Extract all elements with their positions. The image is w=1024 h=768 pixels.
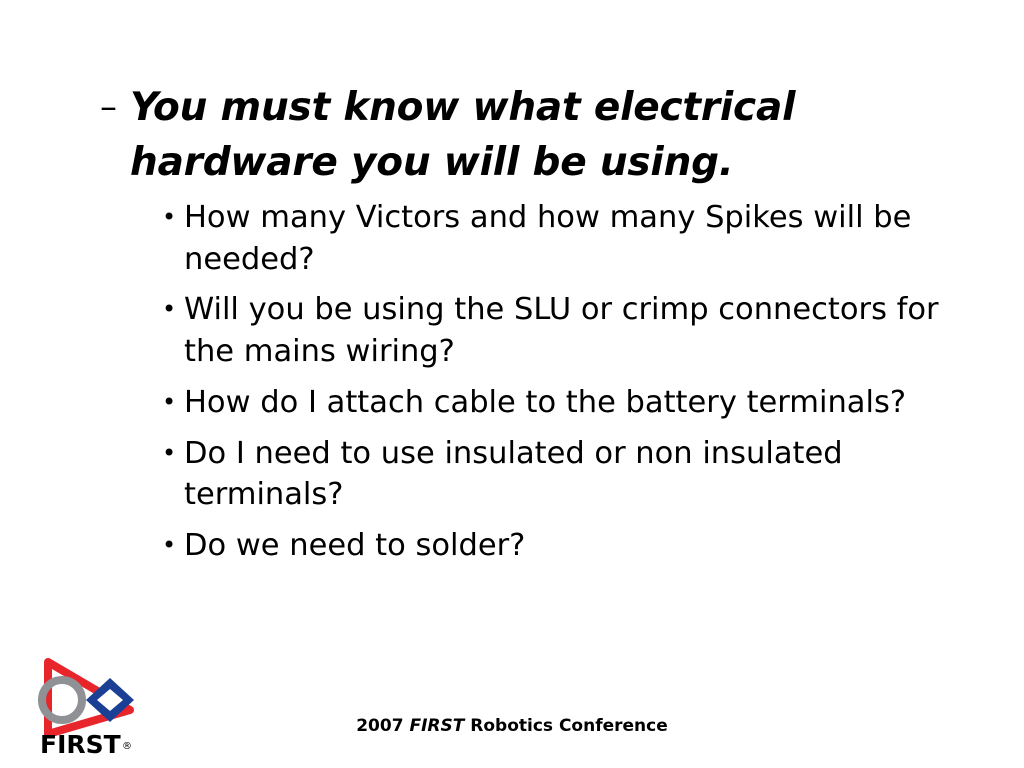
list-item bbox=[100, 197, 980, 281]
footer-brand: FIRST bbox=[409, 716, 465, 736]
bullet-marker-icon: • bbox=[162, 202, 177, 231]
list-item bbox=[100, 382, 980, 424]
bullet-level1-text: You must know what electrical hardware you will be using. bbox=[130, 85, 796, 186]
footer-year: 2007 bbox=[356, 716, 404, 736]
list-item-text: Will you be using the SLU or crimp connectors for the mains wiring? bbox=[184, 292, 939, 370]
first-logo bbox=[18, 648, 144, 760]
list-item-text: Do we need to solder? bbox=[184, 528, 526, 564]
footer-text: Robotics Conference bbox=[470, 716, 668, 736]
slide-body bbox=[100, 80, 980, 576]
bullet-marker-icon: • bbox=[162, 387, 177, 416]
list-item-text: How many Victors and how many Spikes will be needed? bbox=[184, 199, 912, 277]
list-item-text: Do I need to use insulated or non insulated terminals? bbox=[184, 435, 843, 513]
list-item bbox=[100, 433, 980, 517]
bullet-marker-icon: • bbox=[162, 531, 177, 560]
list-item bbox=[100, 525, 980, 567]
first-logo-icon bbox=[18, 648, 144, 760]
bullet-marker-icon: • bbox=[162, 438, 177, 467]
registered-icon: ® bbox=[122, 741, 132, 752]
bullet-level2-list bbox=[100, 197, 980, 567]
list-item bbox=[100, 289, 980, 373]
list-item-text: How do I attach cable to the battery terminals? bbox=[184, 384, 907, 420]
bullet-level1-marker: – bbox=[100, 87, 117, 127]
bullet-marker-icon: • bbox=[162, 295, 177, 324]
slide-footer bbox=[0, 716, 1024, 736]
first-logo-wordmark: FIRST bbox=[40, 730, 121, 759]
bullet-level1 bbox=[100, 80, 980, 191]
